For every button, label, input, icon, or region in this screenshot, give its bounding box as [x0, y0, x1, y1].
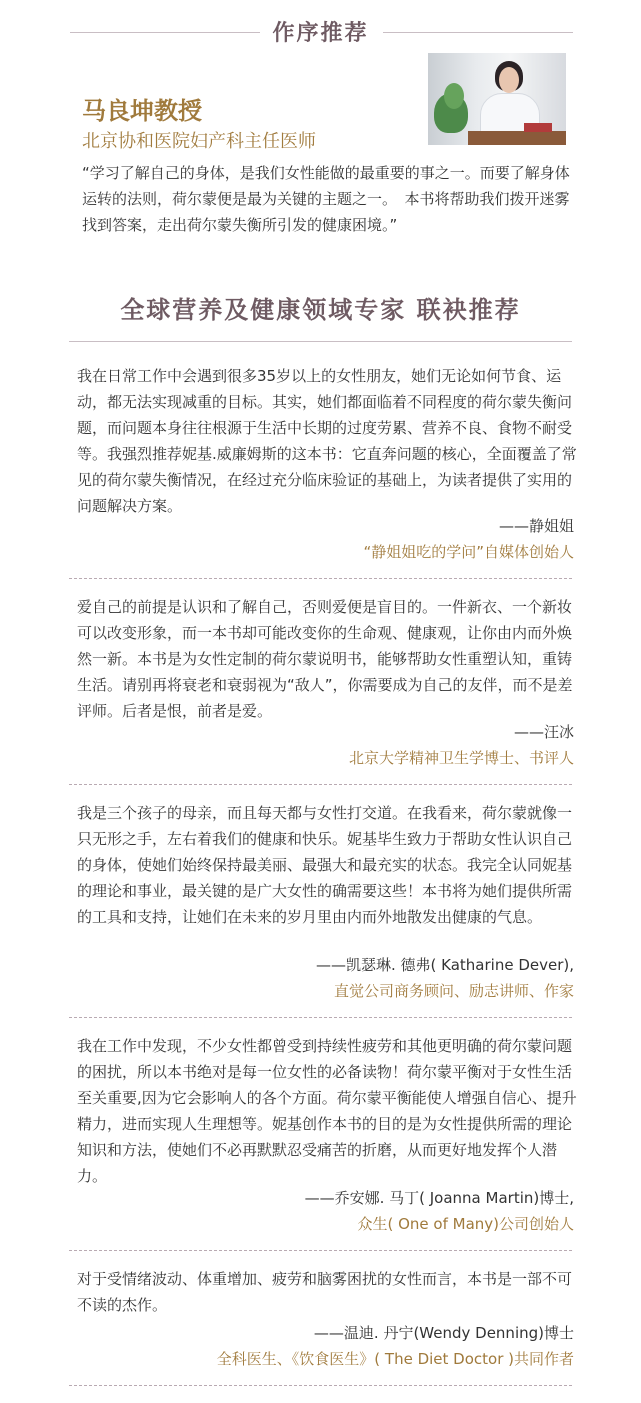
endorsement-text: 我在工作中发现，不少女性都曾受到持续性疲劳和其他更明确的荷尔蒙问题的困扰，所以本书绝对是每一位女性的必备读物！荷尔蒙平衡对于女性生活至关重要,因为它会影响人的各个方面。荷尔蒙平衡能使人增强自信心、提升精力，进而实现人生理想等。妮基创作本书的目的是为女性提供所需的理论知识和方法，使她们不必再默默忍受痛苦的折磨，从而更好地发挥个人潜力。	[77, 1037, 577, 1185]
photo-book	[524, 123, 552, 132]
endorsement-name: ——乔安娜. 马丁( Joanna Martin)博士,	[304, 1189, 574, 1207]
endorsement-text: 对于受情绪波动、体重增加、疲劳和脑雾困扰的女性而言，本书是一部不可不读的杰作。	[77, 1270, 573, 1314]
section-line	[69, 341, 572, 342]
endorsement-role: 全科医生、《饮食医生》( The Diet Doctor )共同作者	[216, 1350, 574, 1368]
header-title: 作序推荐	[272, 21, 369, 46]
endorsement-role: “静姐姐吃的学问”自媒体创始人	[363, 543, 574, 561]
author-title: 北京协和医院妇产科主任医师	[82, 131, 316, 152]
divider	[69, 784, 572, 785]
photo-desk	[468, 131, 566, 145]
photo-plant-top	[444, 83, 464, 109]
endorsement-role: 北京大学精神卫生学博士、书评人	[348, 749, 574, 767]
photo-face	[499, 67, 519, 93]
endorsement-text: 我是三个孩子的母亲，而且每天都与女性打交道。在我看来，荷尔蒙就像一只无形之手，左右着我们的健康和快乐。妮基毕生致力于帮助女性认识自己的身体，使她们始终保持最美丽、最强大和最充实的状态。我完全认同妮基的理论和事业，最关键的是广大女性的确需要这些！本书将为她们提供所需的工具和支持，让她们在未来的岁月里由内而外地散发出健康的气息。	[77, 804, 573, 926]
divider	[69, 1017, 572, 1018]
divider	[69, 1250, 572, 1251]
section-title: 全球营养及健康领域专家 联袂推荐	[120, 296, 521, 324]
author-name: 马良坤教授	[82, 97, 202, 125]
endorsement-name: ——汪冰	[513, 723, 574, 741]
author-photo	[428, 53, 566, 145]
endorsement-name: ——凯瑟琳. 德弗( Katharine Dever),	[315, 956, 574, 974]
divider	[69, 1385, 572, 1386]
endorsement-text: 爱自己的前提是认识和了解自己，否则爱便是盲目的。一件新衣、一个新妆可以改变形象，而一本书却可能改变你的生命观、健康观，让你由内而外焕然一新。本书是为女性定制的荷尔蒙说明书，能够帮助女性重塑认知，重铸生活。请别再将衰老和衰弱视为“敌人”，你需要成为自己的友伴，而不是差评师。后者是恨，前者是爱。	[77, 598, 573, 720]
divider	[69, 578, 572, 579]
endorsement-text: 我在日常工作中会遇到很多35岁以上的女性朋友，她们无论如何节食、运动，都无法实现减重的目标。其实，她们都面临着不同程度的荷尔蒙失衡问题，而问题本身往往根源于生活中长期的过度劳累、营养不良、食物不耐受等。我强烈推荐妮基.威廉姆斯的这本书：它直奔问题的核心，全面覆盖了常见的荷尔蒙失衡情况，在经过充分临床验证的基础上，为读者提供了实用的问题解决方案。	[77, 367, 577, 515]
header-line-right	[383, 32, 573, 33]
endorsement-role: 直觉公司商务顾问、励志讲师、作家	[333, 982, 574, 1000]
author-quote: “学习了解自己的身体，是我们女性能做的最重要的事之一。而要了解身体运转的法则，荷尔蒙便是最为关键的主题之一。 本书将帮助我们拨开迷雾找到答案，走出荷尔蒙失衡所引发的健康困境。”	[82, 164, 570, 234]
endorsement-name: ——静姐姐	[498, 517, 574, 535]
endorsement-role: 众生( One of Many)公司创始人	[357, 1215, 574, 1233]
endorsement-name: ——温迪. 丹宁(Wendy Denning)博士	[313, 1324, 574, 1342]
